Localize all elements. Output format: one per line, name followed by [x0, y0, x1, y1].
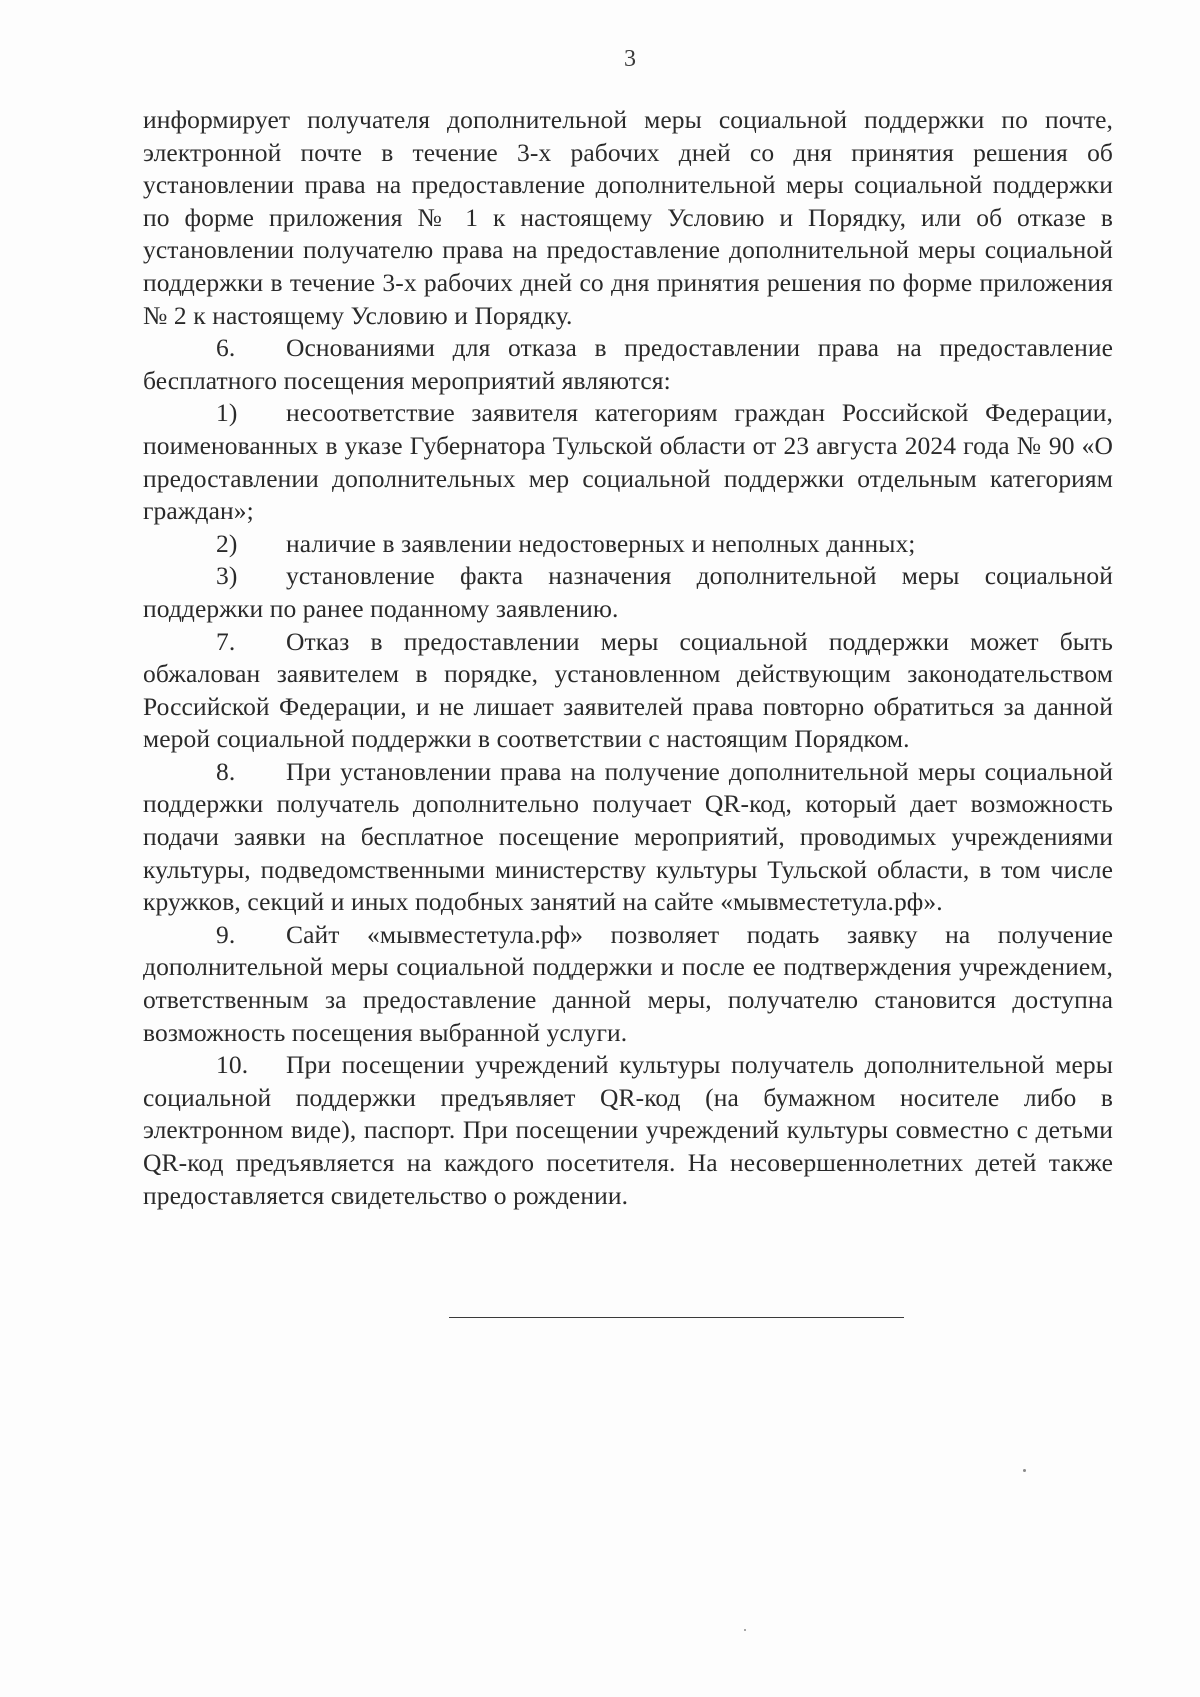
subitem-number: 1) — [216, 398, 238, 428]
subitem-3 — [143, 560, 1113, 625]
document-body — [143, 104, 1113, 1212]
paragraph-text: При посещении учреждений культуры получатель дополнительной меры социальной поддержки предъявляет QR-код (на бумажном носителе либо в электронном виде), паспорт. При посещении учреждений культуры совместно с детьми QR-код предъявляется на каждого посетителя. На несовершеннолетних детей также предоставляется свидетельство о рождении. — [143, 1050, 1113, 1210]
page-number: 3 — [624, 46, 636, 72]
subitem-number: 2) — [216, 528, 238, 558]
paragraph-item-9 — [143, 919, 1113, 1049]
paragraph-item-6 — [143, 332, 1113, 397]
end-of-document-rule — [449, 1317, 904, 1318]
subitem-2 — [143, 528, 1113, 561]
subitem-number: 3) — [216, 561, 238, 591]
paragraph-number: 9. — [216, 919, 236, 949]
paragraph-text: Сайт «мывместетула.рф» позволяет подать заявку на получение дополнительной меры социальной поддержки и после ее подтверждения учреждением, ответственным за предоставление данной меры, получателю становится доступна возможность посещения выбранной услуги. — [143, 919, 1113, 1047]
paragraph-continuation — [143, 104, 1113, 332]
paragraph-number: 10. — [216, 1050, 249, 1080]
paragraph-item-10 — [143, 1049, 1113, 1212]
paragraph-text: При установлении права на получение дополнительной меры социальной поддержки получатель дополнительно получает QR-код, который дает возможность подачи заявки на бесплатное посещение мероприятий, проводимых учреждениями культуры, подведомственными министерству культуры Тульской области, в том числе кружков, секций и иных подобных занятий на сайте «мывместетула.рф». — [143, 756, 1113, 917]
scan-speck — [1023, 1469, 1026, 1472]
subitem-text: несоответствие заявителя категориям граждан Российской Федерации, поименованных в указе Губернатора Тульской области от 23 августа 2024 года № 90 «О предоставлении дополнительных мер социальной поддержки отдельным категориям граждан»; — [143, 398, 1113, 526]
paragraph-text: Отказ в предоставлении меры социальной поддержки может быть обжалован заявителем в порядке, установленном действующим законодательством Российской Федерации, и не лишает заявителей права повторно обратиться за данной мерой социальной поддержки в соответствии с настоящим Порядком. — [143, 626, 1113, 754]
subitem-text: наличие в заявлении недостоверных и неполных данных; — [286, 528, 916, 558]
paragraph-text: информирует получателя дополнительной меры социальной поддержки по почте, электронной почте в течение 3-х рабочих дней со дня принятия решения об установлении права на предоставление дополнительной меры социальной поддержки по форме приложения № 1 к настоящему Условию и Порядку, или об отказе в установлении получателю права на предоставление дополнительной меры социальной поддержки в течение 3-х рабочих дней со дня принятия решения по форме приложения № 2 к настоящему Условию и Порядку. — [143, 105, 1113, 330]
paragraph-number: 6. — [216, 333, 236, 363]
scan-speck — [744, 1629, 746, 1631]
paragraph-number: 8. — [216, 756, 236, 786]
paragraph-text: Основаниями для отказа в предоставлении права на предоставление бесплатного посещения мероприятий являются: — [143, 333, 1113, 395]
paragraph-item-7 — [143, 626, 1113, 756]
subitem-text: установление факта назначения дополнительной меры социальной поддержки по ранее поданному заявлению. — [143, 561, 1113, 623]
subitem-1 — [143, 397, 1113, 527]
paragraph-number: 7. — [216, 626, 236, 656]
paragraph-item-8 — [143, 756, 1113, 919]
